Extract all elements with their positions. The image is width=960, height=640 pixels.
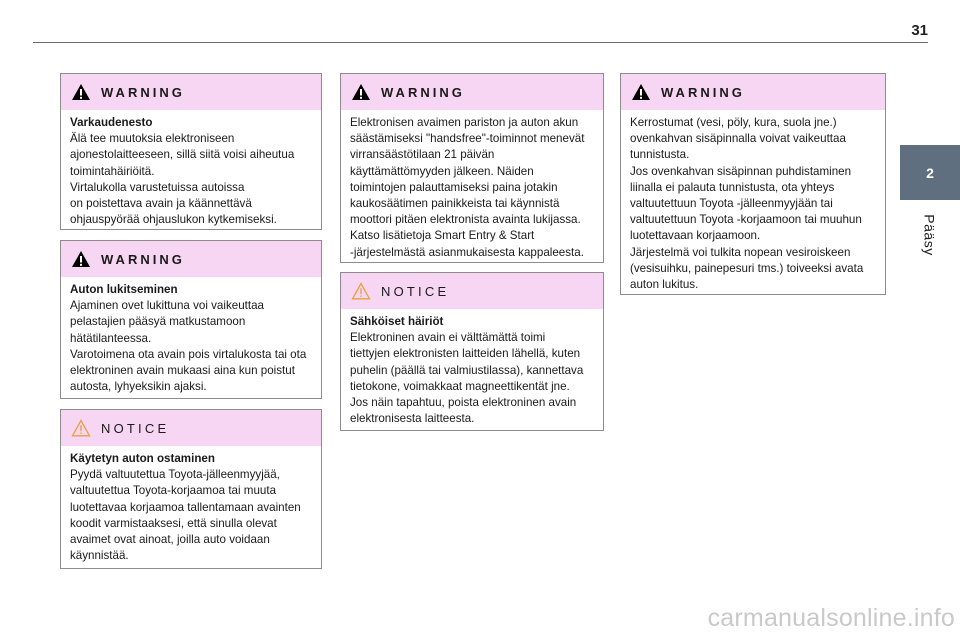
notice-icon	[351, 282, 371, 300]
text-line: Pyydä valtuutettua Toyota-jälleenmyyjää,	[70, 468, 280, 482]
warning-label: WARNING	[661, 84, 745, 100]
warning-icon	[631, 83, 651, 101]
text-line: koodit varmistaaksesi, että sinulla olevat	[70, 516, 277, 530]
text-line: Elektronisen avaimen pariston ja auton akun	[350, 116, 579, 129]
warning-box-locking	[60, 240, 322, 399]
text-line: hätätilanteessa.	[70, 331, 152, 345]
text-line: toimintahäiriöitä.	[70, 164, 155, 178]
notice-label: NOTICE	[381, 283, 450, 299]
notice-box-used-car	[60, 409, 322, 569]
text-line: virransäästötilaan 21 päivän	[350, 148, 495, 162]
text-line: liinalla ei palauta tunnistusta, ota yhteys	[630, 180, 835, 194]
warning-body	[61, 277, 321, 401]
text-line: valtuutettua Toyota-korjaamoa tai muuta	[70, 484, 277, 498]
header-rule	[33, 42, 928, 43]
warning-icon	[71, 83, 91, 101]
text-line: (vesisuihku, painepesuri tms.) toiveeksi avata	[630, 261, 864, 275]
text-line: autosta, lyhyeksikin ajaksi.	[70, 380, 207, 394]
text-line: käyttämättömyyden jälkeen. Näiden	[350, 164, 534, 178]
page-number: 31	[911, 22, 928, 39]
text-line: toimintojen palauttamiseksi paina jotakin	[350, 180, 558, 194]
warning-heading: Varkaudenesto	[70, 116, 153, 129]
warning-banner	[341, 74, 603, 110]
notice-icon	[71, 419, 91, 437]
text-line: Varotoimena ota avain pois virtalukosta tai ota	[70, 347, 307, 361]
text-line: luotettavaa korjaamoa tallentamaan avainten	[70, 500, 301, 514]
notice-box-interference	[340, 272, 604, 431]
text-line: Virtalukolla varustetuissa autoissa	[70, 180, 245, 194]
chapter-tab[interactable]	[900, 145, 960, 200]
text-line: pelastajien pääsyä matkustamoon	[70, 315, 246, 329]
text-line: valtuutettuun Toyota -korjaamoon tai muuhun	[630, 213, 862, 227]
notice-label: NOTICE	[101, 420, 170, 436]
warning-body	[61, 110, 321, 234]
warning-box-power-saving	[340, 73, 604, 263]
warning-body	[341, 110, 603, 267]
text-line: tietokone, voimakkaat magneettikentät jne.	[350, 379, 570, 393]
text-line: -järjestelmästä asianmukaisesta kappaleesta.	[350, 245, 584, 259]
text-line: Katso lisätietoja Smart Entry & Start	[350, 229, 535, 243]
notice-body	[61, 446, 321, 570]
text-line: valtuutettuun Toyota -jälleenmyyjään tai	[630, 197, 833, 211]
text-line: kaukosäätimen painikkeista tai käynnistä	[350, 197, 560, 211]
text-line: on poistettava avain ja käännettävä	[70, 197, 252, 211]
text-line: Järjestelmä voi tulkita nopean vesiroiskeen	[630, 245, 851, 259]
notice-heading: Sähköiset häiriöt	[350, 315, 444, 328]
chapter-title: Pääsy	[921, 214, 938, 256]
chapter-number: 2	[926, 164, 934, 181]
text-line: Jos näin tapahtuu, poista elektroninen avain	[350, 396, 577, 410]
warning-banner	[621, 74, 885, 110]
warning-icon	[351, 83, 371, 101]
notice-body	[341, 309, 603, 433]
text-line: auton lukitus.	[630, 278, 699, 292]
warning-box-door-handle	[620, 73, 886, 295]
text-line: moottori pitäen elektronista avainta lukijassa.	[350, 213, 581, 227]
text-line: Älä tee muutoksia elektroniseen	[70, 132, 235, 146]
text-line: säästämiseksi "handsfree"-toiminnot menevät	[350, 132, 585, 146]
warning-icon	[71, 250, 91, 268]
notice-banner	[341, 273, 603, 309]
warning-box-anti-theft	[60, 73, 322, 230]
warning-banner	[61, 74, 321, 110]
text-line: tunnistusta.	[630, 148, 690, 162]
notice-banner	[61, 410, 321, 446]
warning-label: WARNING	[381, 84, 465, 100]
warning-label: WARNING	[101, 84, 185, 100]
text-line: elektronisesta laitteesta.	[350, 412, 475, 426]
text-line: ohjauspyörää ohjauslukon kytkemiseksi.	[70, 213, 277, 227]
text-line: Jos ovenkahvan sisäpinnan puhdistaminen	[630, 164, 852, 178]
text-line: Ajaminen ovet lukittuna voi vaikeuttaa	[70, 299, 264, 313]
text-line: luotettavaan korjaamoon.	[630, 229, 761, 243]
text-line: käynnistää.	[70, 549, 129, 563]
text-line: ajonestolaitteeseen, sillä siitä voisi aiheutua	[70, 148, 295, 162]
warning-body	[621, 110, 885, 299]
text-line: Elektroninen avain ei välttämättä toimi	[350, 331, 546, 345]
text-line: Kerrostumat (vesi, pöly, kura, suola jne.)	[630, 116, 837, 129]
notice-heading: Käytetyn auton ostaminen	[70, 452, 215, 465]
chapter-title-container	[900, 205, 960, 265]
text-line: elektroninen avain mukaasi aina kun poistut	[70, 364, 295, 378]
text-line: puhelin (päällä tai valmiustilassa), kannettava	[350, 363, 584, 377]
warning-banner	[61, 241, 321, 277]
watermark: carmanualsonline.info	[707, 604, 955, 632]
text-line: tiettyjen elektronisten laitteiden lähellä, kuten	[350, 347, 581, 361]
warning-label: WARNING	[101, 251, 185, 267]
text-line: ovenkahvan sisäpinnalla voivat vaikeuttaa	[630, 132, 846, 146]
text-line: avaimet ovat ainoat, joilla auto voidaan	[70, 533, 270, 547]
warning-heading: Auton lukitseminen	[70, 283, 178, 296]
